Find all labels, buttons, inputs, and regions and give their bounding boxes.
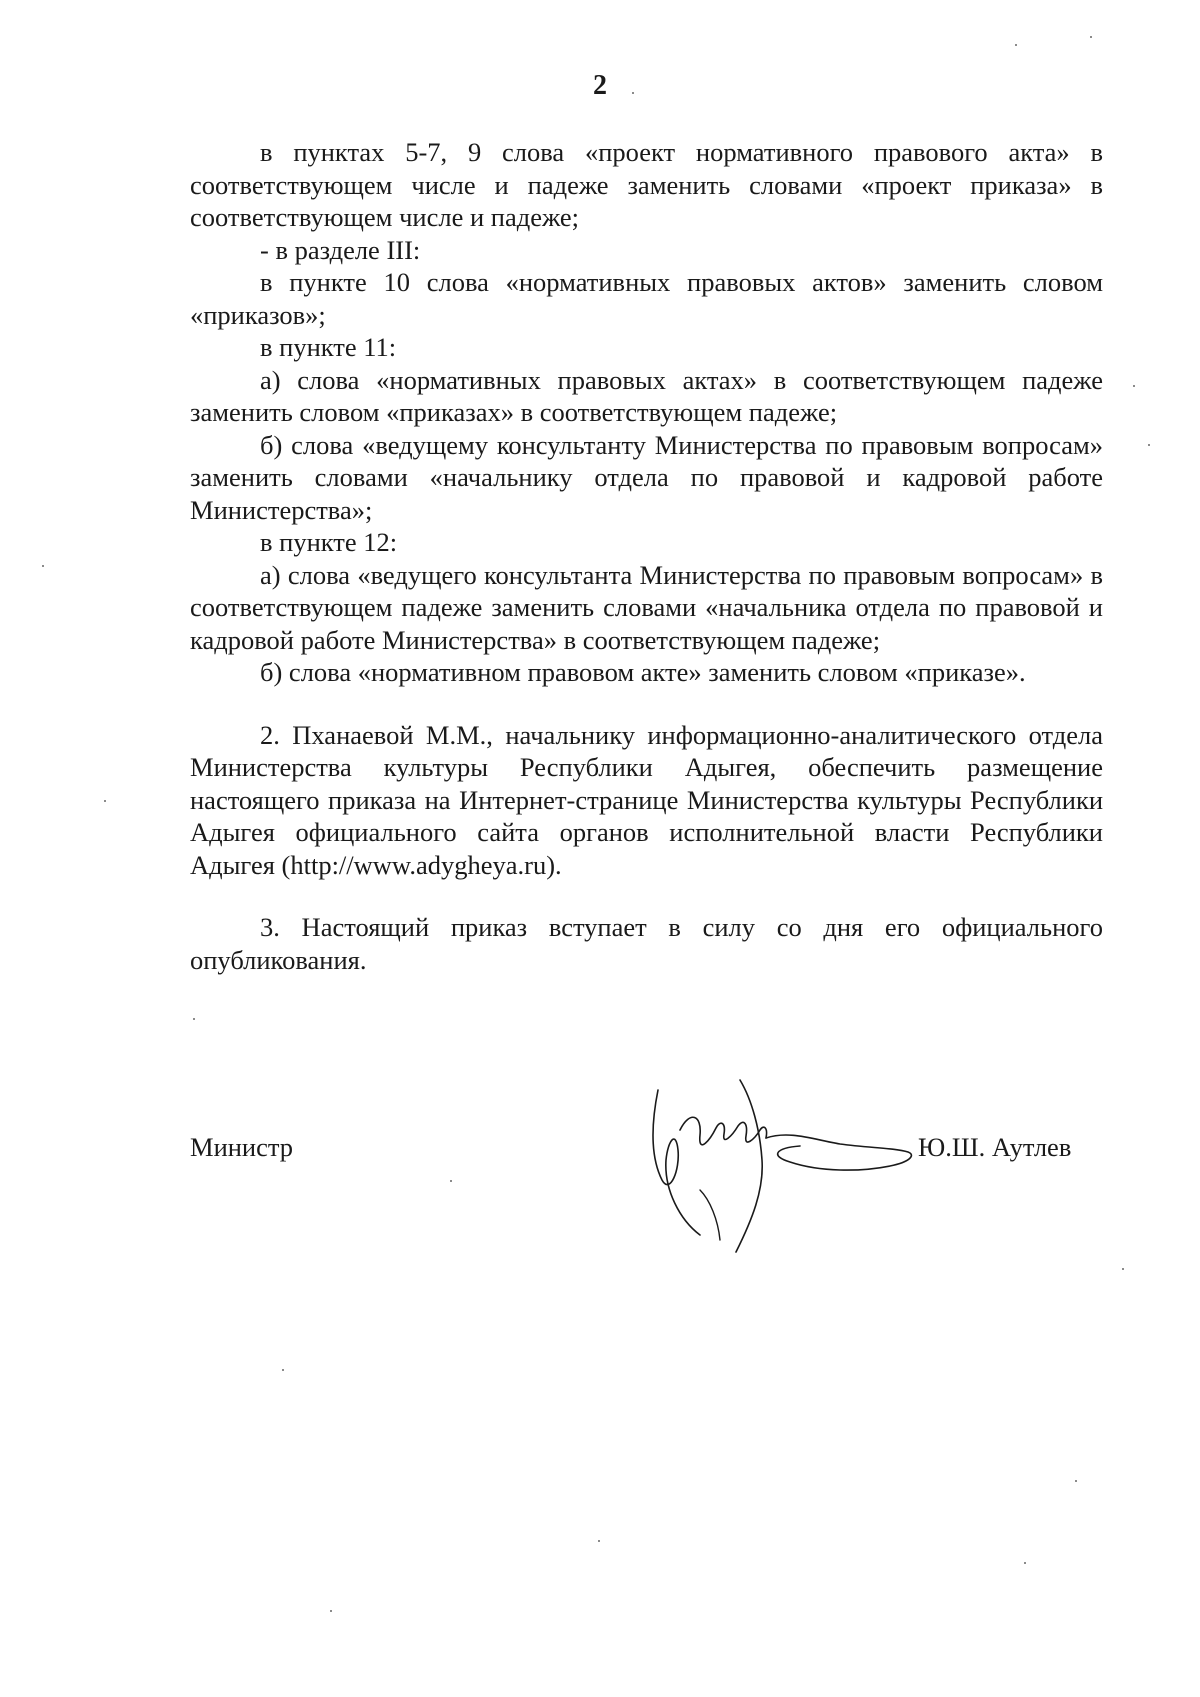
- amendment-subitem: б) слова «нормативном правовом акте» заменить словом «приказе».: [260, 657, 1026, 687]
- scan-speck: [1024, 1562, 1026, 1564]
- scan-speck: [450, 1180, 452, 1182]
- document-body: [190, 136, 1103, 976]
- scan-speck: [1090, 36, 1092, 38]
- scan-speck: [42, 565, 44, 567]
- amendment-subitem: а) слова «нормативных правовых актах» в соответствующем падеже заменить словом «приказах» в соответствующем падеже;: [190, 364, 1103, 427]
- section-heading: - в разделе III:: [260, 234, 421, 265]
- scan-speck: [282, 1369, 284, 1371]
- scan-speck: [632, 92, 634, 94]
- scan-speck: [104, 800, 106, 802]
- point-heading: в пункте 11:: [260, 332, 397, 362]
- page-number: 2: [593, 70, 607, 101]
- signer-position: Министр: [190, 1132, 294, 1162]
- order-item-3: 3. Настоящий приказ вступает в силу со дня его официального опубликования.: [190, 912, 1103, 975]
- amendment-paragraph: в пунктах 5-7, 9 слова «проект нормативного правового акта» в соответствующем числе и падеже заменить словами «проект приказа» в соответствующем числе и падеже;: [190, 137, 1103, 232]
- point-heading: в пункте 12:: [260, 527, 398, 557]
- scan-speck: [1075, 1480, 1077, 1482]
- scan-speck: [330, 1610, 332, 1612]
- scan-speck: [1133, 385, 1135, 387]
- amendment-subitem: а) слова «ведущего консультанта Министерства по правовым вопросам» в соответствующем падеже заменить словами «начальника отдела по правовой и кадровой работе Министерства» в соответствующем падеже;: [190, 559, 1103, 655]
- handwritten-signature: [640, 1070, 920, 1260]
- scan-speck: [1122, 1268, 1124, 1270]
- scan-speck: [193, 1018, 195, 1020]
- amendment-paragraph: в пункте 10 слова «нормативных правовых актов» заменить словом «приказов»;: [190, 267, 1103, 330]
- order-item-2: 2. Пханаевой М.М., начальнику информационно-аналитического отдела Министерства культуры Республики Адыгея, обеспечить размещение настоящего приказа на Интернет-странице Министерства культуры Республики Адыгея официального сайта органов исполнительной власти Республики Адыгея (http://www.adygheya.ru).: [190, 719, 1103, 880]
- scan-speck: [1148, 444, 1150, 446]
- scan-speck: [598, 1540, 600, 1542]
- signer-name: Ю.Ш. Аутлев: [918, 1132, 1072, 1162]
- scan-speck: [1015, 44, 1017, 46]
- amendment-subitem: б) слова «ведущему консультанту Министерства по правовым вопросам» заменить словами «начальнику отдела по правовой и кадровой работе Министерства»;: [190, 429, 1103, 525]
